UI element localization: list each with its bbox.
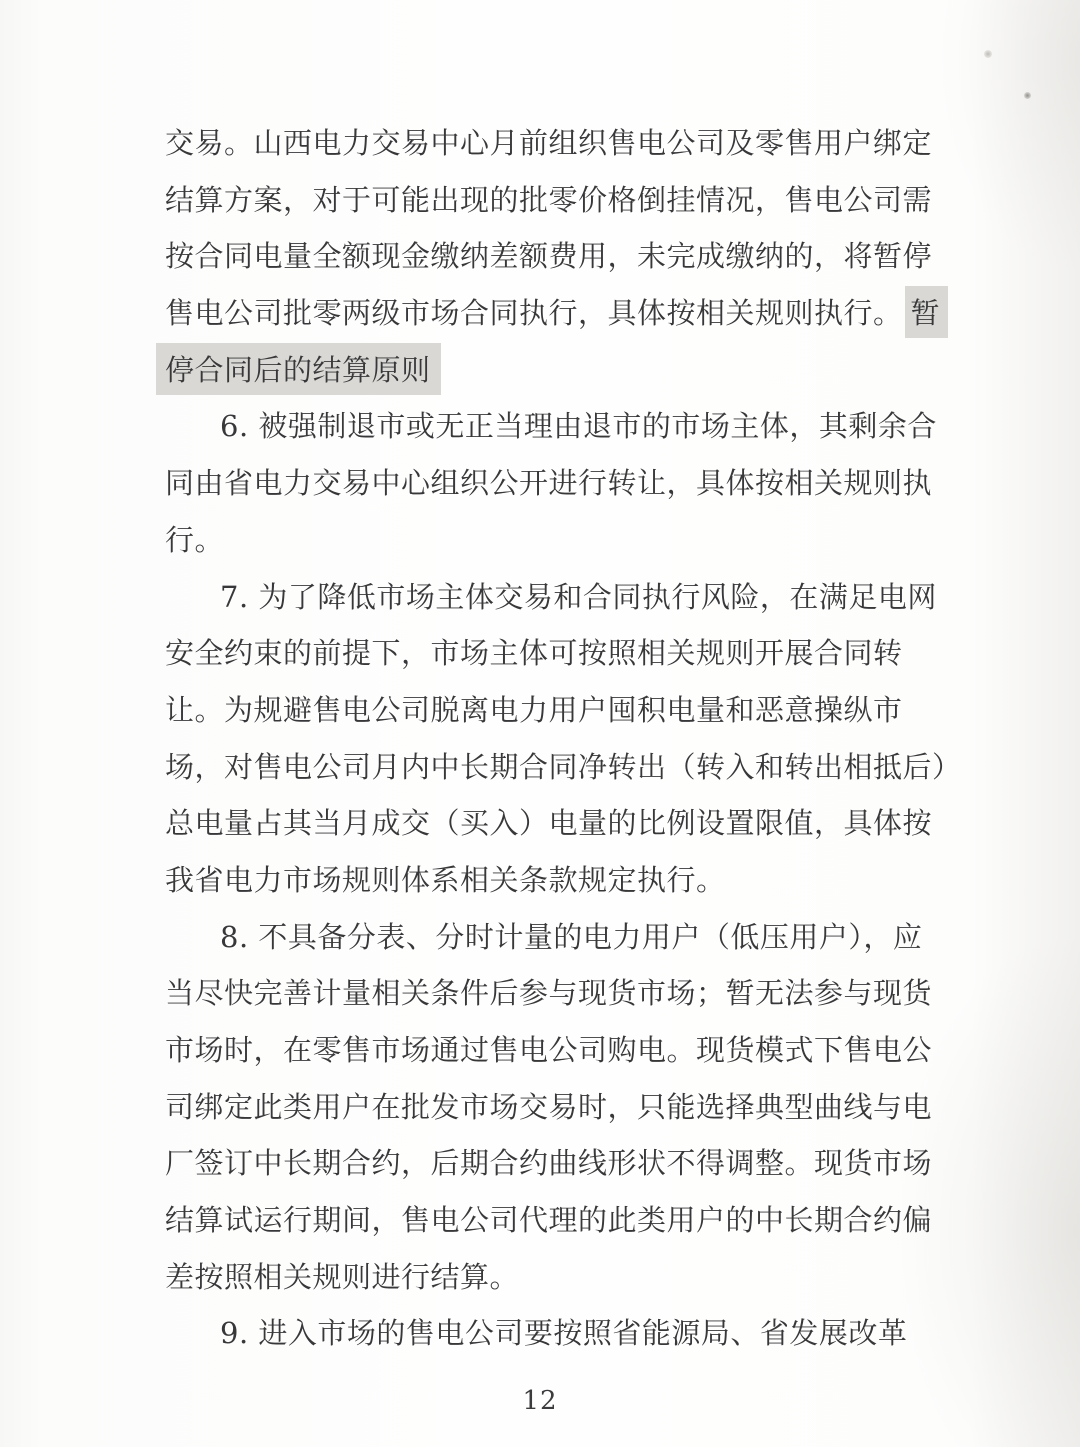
text-line: 6. 被强制退市或无正当理由退市的市场主体，其剩余合: [220, 409, 937, 444]
document-body: [165, 115, 962, 1362]
text-line: 差按照相关规则进行结算。: [165, 1259, 520, 1294]
text-line: 结算试运行期间，售电公司代理的此类用户的中长期合约偏: [165, 1203, 933, 1238]
highlighted-text: 停合同后的结算原则: [156, 343, 441, 395]
text-line: 当尽快完善计量相关条件后参与现货市场；暂无法参与现货: [165, 976, 933, 1011]
text-line: 8. 不具备分表、分时计量的电力用户（低压用户），应: [220, 919, 923, 954]
text-line: 安全约束的前提下，市场主体可按照相关规则开展合同转: [165, 636, 903, 671]
text-line: [165, 285, 941, 342]
text-line: 同由省电力交易中心组织公开进行转让，具体按相关规则执: [165, 466, 933, 501]
text-line: 厂签订中长期合约，后期合约曲线形状不得调整。现货市场: [165, 1146, 933, 1181]
text-line: 9. 进入市场的售电公司要按照省能源局、省发展改革: [220, 1316, 908, 1351]
text-line: 司绑定此类用户在批发市场交易时，只能选择典型曲线与电: [165, 1089, 933, 1124]
text-line: 交易。山西电力交易中心月前组织售电公司及零售用户绑定: [165, 126, 933, 160]
text-line: 我省电力市场规则体系相关条款规定执行。: [165, 862, 726, 897]
highlighted-text: 暂: [905, 286, 949, 338]
text-line: 让。为规避售电公司脱离电力用户囤积电量和恶意操纵市: [165, 692, 903, 727]
text-line: 行。: [165, 522, 225, 557]
text-line: 市场时，在零售市场通过售电公司购电。现货模式下售电公: [165, 1033, 933, 1067]
scan-speck: [984, 50, 992, 58]
text-line: 按合同电量全额现金缴纳差额费用，未完成缴纳的，将暂停: [165, 239, 933, 274]
text-segment: 售电公司批零两级市场合同执行，具体按相关规则执行。: [165, 296, 903, 331]
text-line: [165, 342, 933, 399]
text-line: 7. 为了降低市场主体交易和合同执行风险，在满足电网: [220, 579, 937, 614]
text-line: 场，对售电公司月内中长期合同净转出（转入和转出相抵后）: [165, 749, 962, 784]
text-line: 总电量占其当月成交（买入）电量的比例设置限值，具体按: [165, 806, 933, 841]
page-number: 12: [522, 1386, 558, 1416]
scan-speck: [1024, 92, 1031, 99]
text-line: 结算方案，对于可能出现的批零价格倒挂情况，售电公司需: [165, 182, 933, 217]
